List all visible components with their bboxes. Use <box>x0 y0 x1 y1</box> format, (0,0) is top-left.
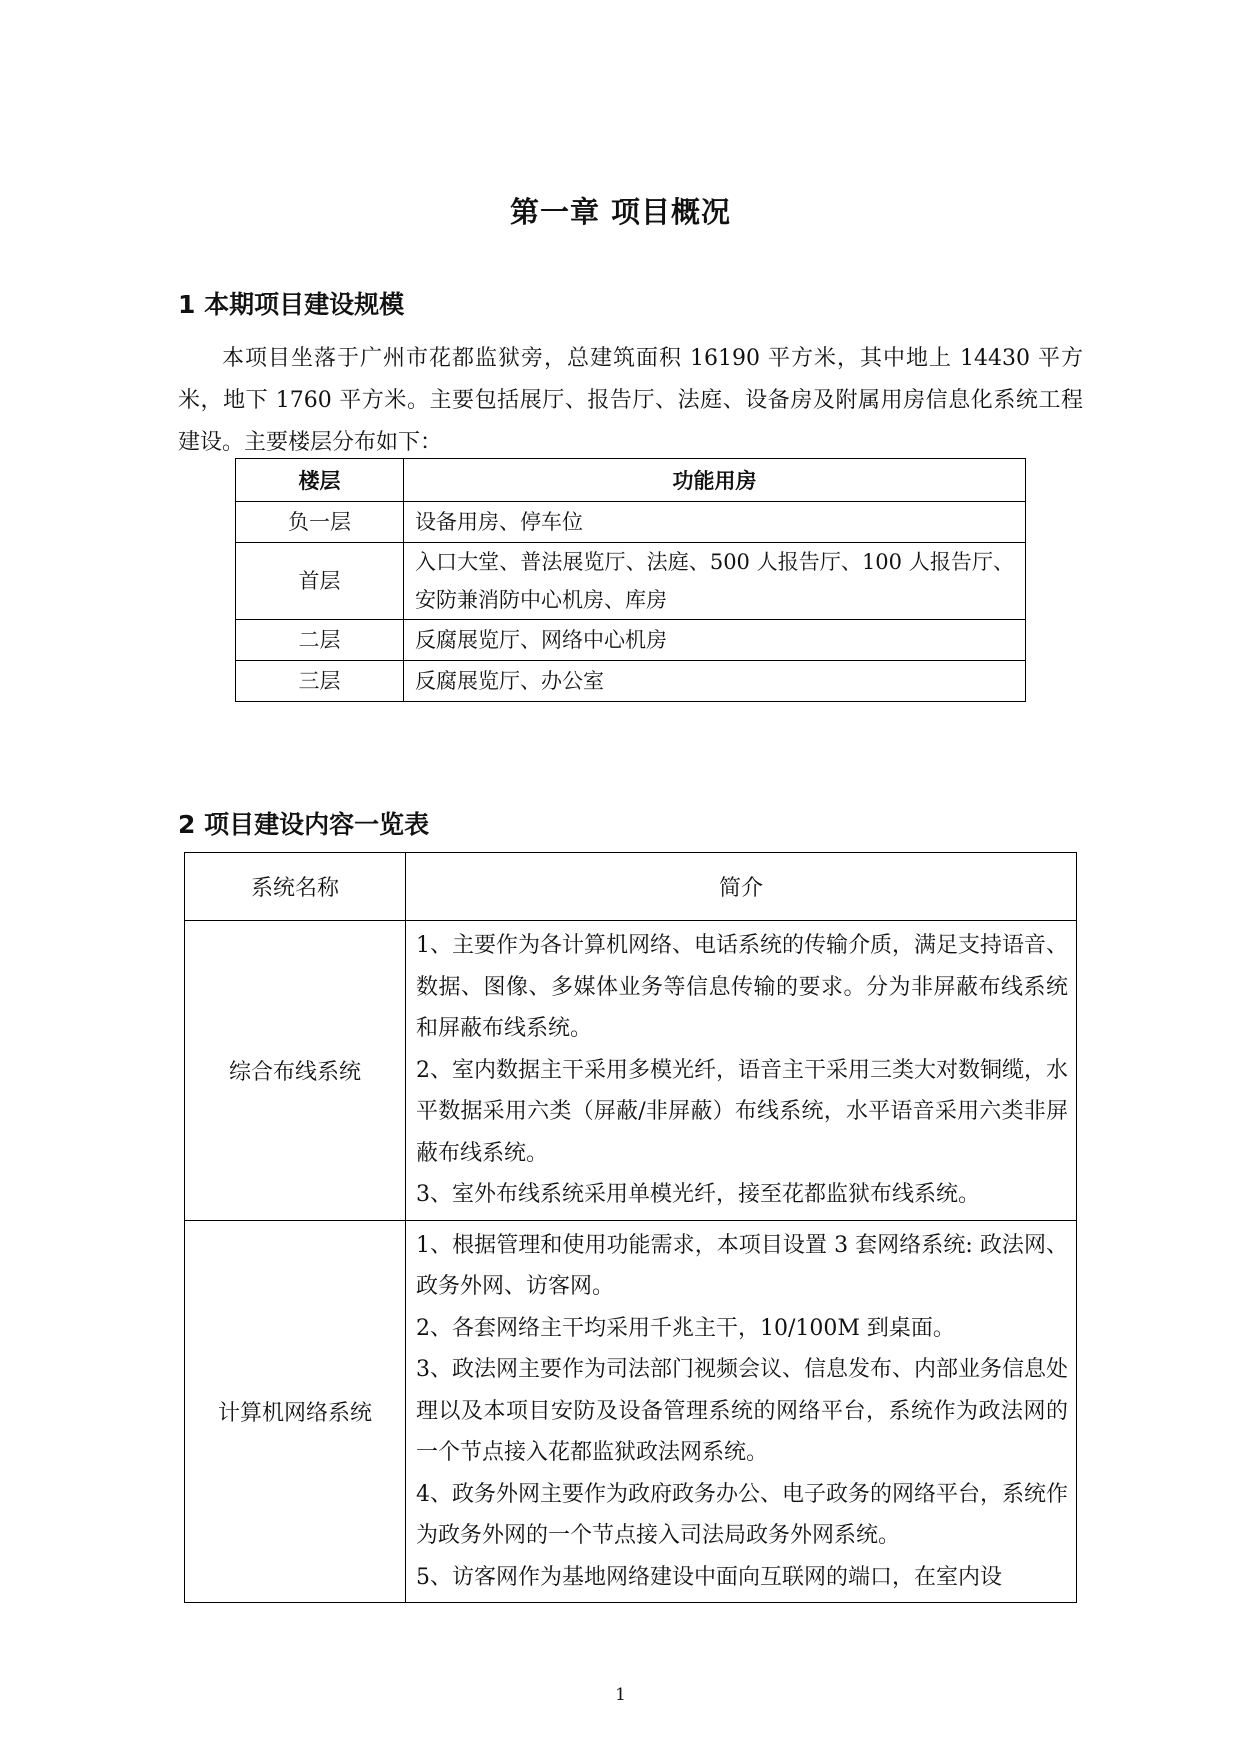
table-row <box>185 921 1077 1221</box>
floor-table <box>235 458 1026 702</box>
table-row <box>185 1220 1077 1603</box>
page-number: 1 <box>615 1685 626 1705</box>
floor-cell: 二层 <box>236 620 404 661</box>
table-header-row <box>185 853 1077 921</box>
system-description-cell <box>406 1220 1077 1603</box>
rooms-cell: 反腐展览厅、网络中心机房 <box>404 620 1026 661</box>
table-row <box>236 661 1026 702</box>
description-item: 4、政务外网主要作为政府政务办公、电子政务的网络平台，系统作为政务外网的一个节点接入司法局政务外网系统。 <box>416 1481 1068 1548</box>
floor-cell: 首层 <box>236 543 404 620</box>
systems-table <box>184 852 1077 1603</box>
description-item: 3、室外布线系统采用单模光纤，接至花都监狱布线系统。 <box>416 1182 980 1207</box>
rooms-cell: 设备用房、停车位 <box>404 502 1026 543</box>
section-heading-1: 1 本期项目建设规模 <box>178 290 405 319</box>
rooms-cell: 入口大堂、普法展览厅、法庭、500 人报告厅、100 人报告厅、安防兼消防中心机房、库房 <box>404 543 1026 620</box>
system-description-cell <box>406 921 1077 1221</box>
table-header-row <box>236 459 1026 502</box>
intro-paragraph: 本项目坐落于广州市花都监狱旁，总建筑面积 16190 平方米，其中地上 14430 平方米，地下 1760 平方米。主要包括展厅、报告厅、法庭、设备房及附属用房信息化系统工程建设。主要楼层分布如下： <box>178 346 1083 455</box>
rooms-cell: 反腐展览厅、办公室 <box>404 661 1026 702</box>
description-item: 1、主要作为各计算机网络、电话系统的传输介质，满足支持语音、数据、图像、多媒体业务等信息传输的要求。分为非屏蔽布线系统和屏蔽布线系统。 <box>416 933 1068 1041</box>
description-item: 5、访客网作为基地网络建设中面向互联网的端口，在室内设 <box>416 1564 1002 1590</box>
description-item: 2、室内数据主干采用多模光纤，语音主干采用三类大对数铜缆，水平数据采用六类（屏蔽/非屏蔽）布线系统，水平语音采用六类非屏蔽布线系统。 <box>416 1057 1068 1166</box>
column-header-floor: 楼层 <box>236 459 404 502</box>
floor-cell: 三层 <box>236 661 404 702</box>
description-item: 3、政法网主要作为司法部门视频会议、信息发布、内部业务信息处理以及本项目安防及设备管理系统的网络平台，系统作为政法网的一个节点接入花都监狱政法网系统。 <box>416 1357 1068 1465</box>
column-header-description: 简介 <box>406 853 1077 921</box>
floor-cell: 负一层 <box>236 502 404 543</box>
description-item: 1、根据管理和使用功能需求，本项目设置 3 套网络系统: 政法网、政务外网、访客网。 <box>416 1232 1068 1299</box>
page-title: 第一章 项目概况 <box>509 195 732 229</box>
table-row <box>236 620 1026 661</box>
system-name-cell: 综合布线系统 <box>185 921 406 1221</box>
column-header-rooms: 功能用房 <box>404 459 1026 502</box>
table-row <box>236 502 1026 543</box>
table-row <box>236 543 1026 620</box>
column-header-system-name: 系统名称 <box>185 853 406 921</box>
description-item: 2、各套网络主干均采用千兆主干，10/100M 到桌面。 <box>416 1315 955 1341</box>
system-name-cell: 计算机网络系统 <box>185 1220 406 1603</box>
section-heading-2: 2 项目建设内容一览表 <box>178 810 430 839</box>
